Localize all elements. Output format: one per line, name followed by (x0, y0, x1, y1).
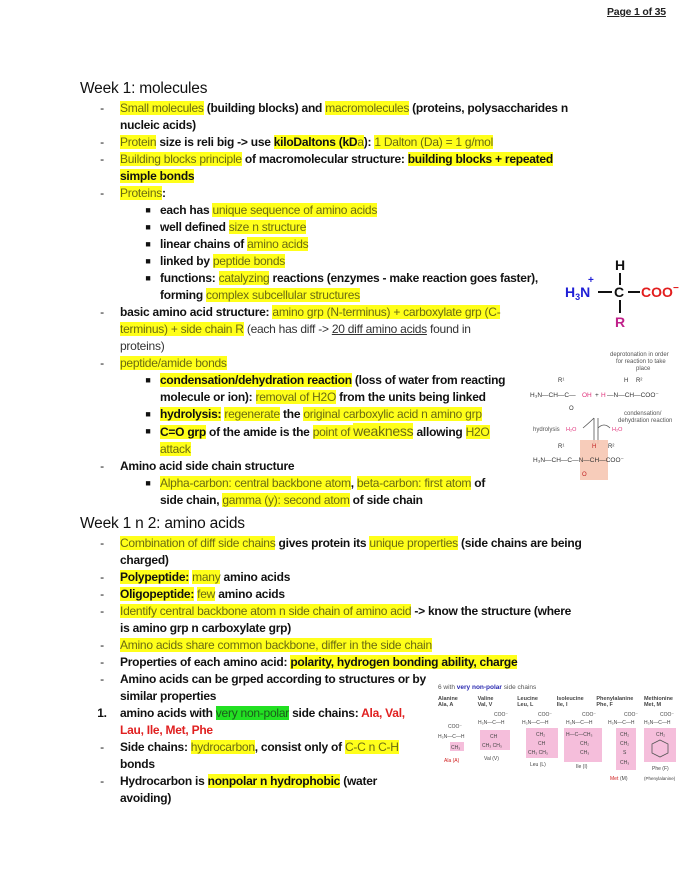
bullet-combination: - Combination of diff side chains gives protein its unique properties (side chains are being charged) (100, 536, 582, 567)
bullet-building-blocks: - Building blocks principle of macromolecular structure: building blocks + repeated simple bonds (100, 152, 553, 183)
svg-text:R²: R² (636, 378, 643, 384)
bullet-protein-size: - Protein size is reli big -> use kiloDaltons (kDa): 1 Dalton (Da) = 1 g/mol (100, 135, 494, 149)
svg-text:COO⁻: COO⁻ (582, 712, 597, 718)
svg-text:COO⁻: COO⁻ (660, 712, 675, 718)
list-item-hydrolysis: ■ hydrolysis: regenerate the original carboxylic acid n amino grp (145, 407, 482, 421)
svg-text:COO⁻: COO⁻ (624, 712, 639, 718)
svg-text:O: O (569, 406, 574, 412)
svg-text:CH₃: CH₃ (580, 750, 590, 756)
svg-text:CH₃: CH₃ (451, 745, 461, 751)
svg-text:(Phenylalanine): (Phenylalanine) (644, 776, 676, 781)
list-item: ■ well defined size n structure (145, 220, 307, 234)
bullet-properties: - Properties of each amino acid: polarity, hydrogen bonding ability, charge (100, 655, 518, 669)
bullet-hydrocarbon-side-chains: - Side chains: hydrocarbon, consist only of C-C n C-H bonds (100, 740, 399, 771)
svg-text:deprotonation in order: deprotonation in order (610, 352, 669, 358)
svg-text:H: H (624, 378, 629, 384)
svg-text:H3N: $H_3N$ (565, 284, 591, 302)
svg-text:R¹: R¹ (558, 444, 565, 450)
svg-text:Val (V): Val (V) (484, 756, 499, 762)
svg-text:hydrolysis: hydrolysis (533, 427, 560, 433)
svg-text:H₂O: H₂O (566, 427, 577, 433)
svg-text:CH₂: CH₂ (620, 732, 630, 738)
heading-week2: Week 1 n 2: amino acids (80, 515, 245, 532)
svg-text:H₃N—CH—C—N—CH—COO⁻: H₃N—CH—C—N—CH—COO⁻ (533, 457, 624, 464)
acid-isoleucine: Isoleucine Ile, I (556, 696, 584, 708)
svg-text:COO: COO (641, 284, 673, 300)
svg-text:dehydration reaction: dehydration reaction (618, 418, 673, 424)
page-number: Page 1 of 35 (607, 6, 666, 18)
svg-text:O: O (582, 472, 587, 478)
amino-acid-structure-figure (560, 255, 680, 335)
acid-methionine: Methionine Met, M (643, 696, 673, 708)
svg-text:H: H (592, 444, 597, 450)
svg-text:H₃N—CH—C—: H₃N—CH—C— (530, 392, 576, 399)
svg-text:−: − (673, 283, 679, 294)
svg-text:C: C (614, 284, 625, 300)
bullet-side-chain-structure: - Amino acid side chain structure (100, 459, 295, 473)
bullet-oligopeptide: - Oligopeptide: few amino acids (100, 587, 285, 601)
bullet-identify-backbone: - Identify central backbone atom n side chain of amino acid -> know the structure (where is amino grp n carboxylate grp) (100, 604, 572, 635)
list-item-weakness: ■ C=O grp of the amide is the point of weakness allowing H2O attack (145, 423, 490, 456)
bullet-small-molecules: - Small molecules (building blocks) and macromolecules (proteins, polysaccharides n nucleic acids) (100, 101, 568, 132)
svg-text:Met: Met (610, 776, 619, 782)
svg-text:R: R (615, 314, 626, 330)
svg-text:H: H (601, 392, 606, 399)
svg-text:H₃N—C—H: H₃N—C—H (478, 720, 505, 726)
svg-text:place: place (636, 366, 651, 372)
svg-text:CH: CH (490, 734, 498, 740)
svg-text:condensation/: condensation/ (624, 411, 662, 417)
bullet-common-backbone: - Amino acids share common backbone, differ in the side chain (100, 638, 432, 652)
list-item-condensation: ■ condensation/dehydration reaction (loss of water from reacting molecule or ion): removal of H2O from the units being linked (145, 373, 506, 404)
numbered-item-nonpolar: 1. amino acids with very non-polar side chains: Ala, Val, Lau, Ile, Met, Phe (97, 706, 405, 737)
list-item: ■ each has unique sequence of amino acids (145, 203, 378, 217)
list-item-functions: ■ functions: catalyzing reactions (enzymes - make reaction goes faster), forming complex subcellular structures (145, 271, 538, 302)
svg-text:OH: OH (582, 392, 592, 399)
acid-valine: Valine Val, V (477, 696, 494, 708)
svg-text:H₃N—C—H: H₃N—C—H (522, 720, 549, 726)
svg-text:R¹: R¹ (558, 378, 565, 384)
acid-phenylalanine: Phenylalanine Phe, F (596, 696, 634, 708)
svg-text:H₃N—C—H: H₃N—C—H (438, 734, 465, 740)
list-item: ■ linked by peptide bonds (145, 254, 286, 268)
svg-text:—N—CH—COO⁻: —N—CH—COO⁻ (607, 392, 659, 399)
svg-text:COO⁻: COO⁻ (448, 724, 463, 730)
svg-text:CH: CH (538, 741, 546, 747)
svg-text:COO⁻: COO⁻ (494, 712, 509, 718)
svg-text:+: + (588, 275, 594, 286)
svg-text:+: + (595, 392, 599, 399)
svg-text:R²: R² (608, 444, 615, 450)
svg-text:CH₂: CH₂ (580, 741, 590, 747)
bullet-hydrophobic: - Hydrocarbon is nonpolar n hydrophobic (water avoiding) (100, 774, 378, 805)
peptide-bond-reaction-figure (528, 348, 680, 488)
bullet-proteins: - Proteins: (100, 186, 166, 200)
svg-text:H₃N—C—H: H₃N—C—H (608, 720, 635, 726)
svg-text:H₃N—C—H: H₃N—C—H (566, 720, 593, 726)
acid-leucine: Leucine Leu, L (517, 696, 538, 708)
svg-text:H₃N—C—H: H₃N—C—H (644, 720, 671, 726)
svg-text:COO⁻: COO⁻ (538, 712, 553, 718)
svg-text:CH₃ CH₃: CH₃ CH₃ (528, 750, 548, 756)
nonpolar-amino-acids-figure: 6 with very non-polar side chains Alanine Ala, A Valine Val, V Leucine Leu, L Isoleucine Ile, I Phenylalanine Phe, F Methionine Met, M COO⁻ H₃N—C—H CH₃ Ala (A) COO⁻ H₃N—C—H CH CH₃ CH₃ Val (V) COO⁻ H₃N—C—H CH₂ CH CH₃ CH₃ Leu (L) COO⁻ H₃N—C—H H—C—CH₃ CH₂ CH₃ Ile (I) COO⁻ H₃N—C—H CH₂ CH₂ S CH₃ Met (M) COO⁻ H₃N—C—H CH₂ Phe (F) (Phenylalanine) (438, 684, 680, 804)
bullet-polypeptide: - Polypeptide: many amino acids (100, 570, 291, 584)
acid-alanine: Alanine Ala, A (438, 696, 458, 708)
bullet-peptide-bonds: - peptide/amide bonds (100, 356, 227, 370)
heading-week1: Week 1: molecules (80, 80, 208, 97)
svg-text:CH₃: CH₃ (620, 760, 630, 766)
svg-text:CH₃ CH₃: CH₃ CH₃ (482, 743, 502, 749)
svg-text:H₂O: H₂O (612, 427, 623, 433)
svg-text:CH₂: CH₂ (620, 741, 630, 747)
svg-text:Ile (I): Ile (I) (576, 764, 588, 770)
svg-text:Ala (A): Ala (A) (444, 758, 460, 764)
list-item-alpha-carbon: ■ Alpha-carbon: central backbone atom, beta-carbon: first atom of side chain, gamma (y): second atom of side chain (145, 476, 486, 507)
svg-text:CH₂: CH₂ (656, 732, 666, 738)
svg-text:H—C—CH₃: H—C—CH₃ (566, 732, 593, 738)
svg-text:(M): (M) (620, 776, 628, 782)
list-item: ■ linear chains of amino acids (145, 237, 309, 251)
bullet-grouping: - Amino acids can be grped according to structures or by similar properties (100, 672, 426, 703)
svg-text:Leu (L): Leu (L) (530, 762, 546, 768)
svg-text:S: S (623, 750, 627, 756)
svg-text:H: H (615, 257, 626, 273)
svg-text:CH₂: CH₂ (536, 732, 546, 738)
bullet-basic-structure: - basic amino acid structure: amino grp (N-terminus) + carboxylate grp (C- terminus) + side chain R (each has diff -> 20 diff amino acids found in proteins) (100, 305, 501, 353)
svg-text:Phe (F): Phe (F) (652, 766, 669, 772)
svg-text:for reaction to take: for reaction to take (616, 359, 666, 365)
